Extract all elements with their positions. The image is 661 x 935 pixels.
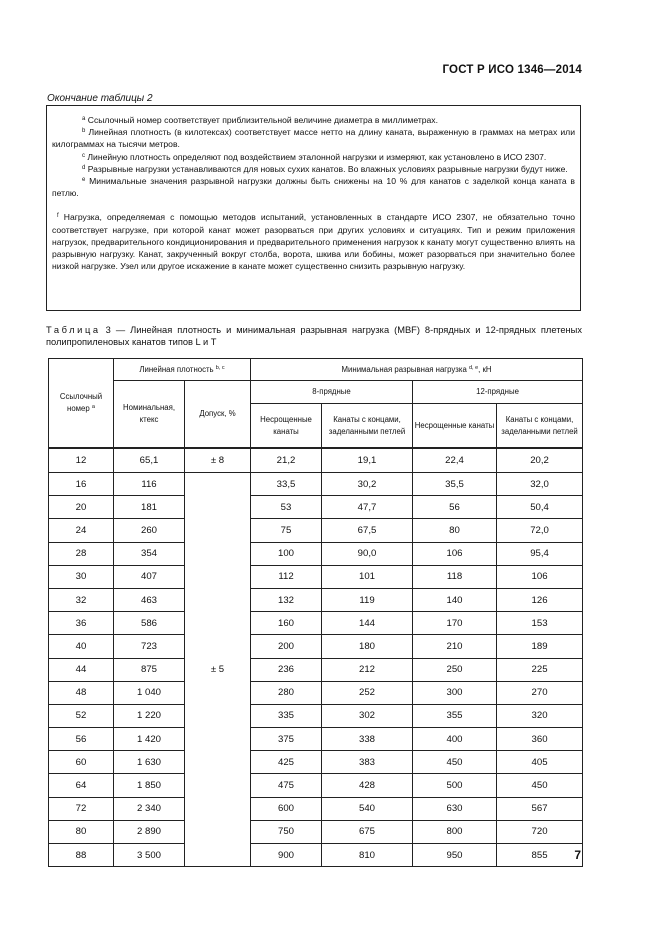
cell-nominal-density: 723 [114,635,185,658]
cell-ref-number: 44 [49,658,114,681]
cell-12-unspliced: 800 [413,820,497,843]
cell-nominal-density: 1 420 [114,728,185,751]
cell-nominal-density: 181 [114,496,185,519]
cell-ref-number: 60 [49,751,114,774]
cell-12-unspliced: 950 [413,844,497,867]
table-row [49,473,583,496]
cell-12-unspliced: 250 [413,658,497,681]
cell-8-unspliced: 425 [251,751,322,774]
table-row [49,519,583,542]
cell-nominal-density: 875 [114,658,185,681]
cell-ref-number: 88 [49,844,114,867]
cell-12-spliced: 855 [497,844,583,867]
header-nominal: Номинальная, ктекс [114,381,185,449]
cell-8-spliced: 119 [322,588,413,611]
cell-8-spliced: 810 [322,844,413,867]
cell-8-unspliced: 112 [251,565,322,588]
table-row [49,681,583,704]
footnote-a: $^a$ Ссылочный номер соответствует приблизительной величине диаметра в миллиметрах. [82,115,438,125]
header-ref-number: Ссылочный номер $^a$ [49,359,114,449]
cell-nominal-density: 260 [114,519,185,542]
cell-ref-number: 32 [49,588,114,611]
cell-nominal-density: 1 630 [114,751,185,774]
header-12-unspliced: Несрощенные канаты [413,404,497,449]
cell-8-spliced: 428 [322,774,413,797]
footnote-c: $^c$ Линейную плотность определяют под воздействием эталонной нагрузки и измеряют, как установлено в ИСО 2307. [82,151,547,162]
cell-12-unspliced: 300 [413,681,497,704]
cell-nominal-density: 2 340 [114,797,185,820]
cell-nominal-density: 463 [114,588,185,611]
cell-12-spliced: 720 [497,820,583,843]
cell-12-unspliced: 210 [413,635,497,658]
cell-12-spliced: 189 [497,635,583,658]
cell-8-unspliced: 75 [251,519,322,542]
cell-12-spliced: 270 [497,681,583,704]
cell-8-spliced: 302 [322,704,413,727]
cell-8-unspliced: 160 [251,612,322,635]
footnote-e: $^e$ Минимальные значения разрывной нагрузки должны быть снижены на 10 % для канатов с заделкой конца каната в петлю. [52,176,576,199]
cell-ref-number: 80 [49,820,114,843]
header-12-spliced: Канаты с концами, заделанными петлей [497,404,583,449]
cell-ref-number: 28 [49,542,114,565]
cell-tolerance: ± 5 [185,473,251,867]
header-min-breaking-force: Минимальная разрывная нагрузка $^{d, e}$, кН [251,359,583,381]
cell-ref-number: 72 [49,797,114,820]
cell-12-unspliced: 450 [413,751,497,774]
table-row [49,612,583,635]
cell-12-unspliced: 22,4 [413,448,497,473]
cell-12-spliced: 106 [497,565,583,588]
cell-12-unspliced: 630 [413,797,497,820]
cell-nominal-density: 407 [114,565,185,588]
cell-8-spliced: 338 [322,728,413,751]
table-row [49,565,583,588]
table-row [49,588,583,611]
cell-12-spliced: 20,2 [497,448,583,473]
cell-ref-number: 12 [49,448,114,473]
cell-12-spliced: 72,0 [497,519,583,542]
continuation-caption: Окончание таблицы 2 [47,93,153,104]
cell-12-unspliced: 355 [413,704,497,727]
cell-ref-number: 24 [49,519,114,542]
table-row [49,658,583,681]
cell-ref-number: 20 [49,496,114,519]
cell-nominal-density: 2 890 [114,820,185,843]
document-header: ГОСТ Р ИСО 1346—2014 [442,64,582,76]
cell-8-spliced: 19,1 [322,448,413,473]
table-row [49,820,583,843]
cell-8-spliced: 30,2 [322,473,413,496]
footnote-b: $^b$ Линейная плотность (в килотексах) соответствует массе нетто на длину каната, выраженную в граммах на метрах или килограммах на тысячи метров. [52,127,575,150]
cell-8-spliced: 90,0 [322,542,413,565]
cell-8-unspliced: 600 [251,797,322,820]
cell-ref-number: 48 [49,681,114,704]
header-8-strand: 8-прядные [251,381,413,404]
cell-nominal-density: 65,1 [114,448,185,473]
table-caption: Таблица 3 — Линейная плотность и минимальная разрывная нагрузка (MBF) 8-прядных и 12-прядных плетеных полипропиленовых канатов типов L и T [46,325,582,347]
table-row [49,704,583,727]
footnote-d: $^d$ Разрывные нагрузки устанавливаются для новых сухих канатов. Во влажных условиях разрывные нагрузки будут ниже. [82,163,568,174]
cell-12-unspliced: 56 [413,496,497,519]
cell-tolerance: ± 8 [185,448,251,473]
cell-ref-number: 52 [49,704,114,727]
rope-properties-table [48,358,583,867]
footnote-f: $^f$ Нагрузка, определяемая с помощью методов испытаний, установленных в стандарте ИСО 2307, не обязательно точно соответствует нагрузке, при которой канат может разорваться при других условиях и ситуациях. Тип и режим приложения нагрузок, предварительного кондиционирования и предварительного применения нагрузок к канату могут существенно влиять на разрывную нагрузку. Канат, закрученный вокруг столба, ворота, шкива или бобины, может разорваться при значительно более низкой нагрузке. Узел или другое искажение в канате может существенно снизить разрывную нагрузку. [52,212,575,272]
table-row [49,635,583,658]
cell-8-unspliced: 33,5 [251,473,322,496]
cell-12-unspliced: 400 [413,728,497,751]
table-row [49,448,583,473]
cell-8-unspliced: 21,2 [251,448,322,473]
cell-8-spliced: 212 [322,658,413,681]
cell-12-unspliced: 170 [413,612,497,635]
cell-ref-number: 64 [49,774,114,797]
cell-8-spliced: 47,7 [322,496,413,519]
cell-12-spliced: 450 [497,774,583,797]
cell-nominal-density: 586 [114,612,185,635]
cell-8-unspliced: 750 [251,820,322,843]
cell-8-spliced: 67,5 [322,519,413,542]
cell-8-unspliced: 900 [251,844,322,867]
table-row [49,496,583,519]
cell-12-spliced: 225 [497,658,583,681]
table-footnotes [46,105,581,311]
cell-8-unspliced: 53 [251,496,322,519]
cell-12-spliced: 32,0 [497,473,583,496]
cell-12-unspliced: 106 [413,542,497,565]
cell-12-spliced: 405 [497,751,583,774]
cell-12-spliced: 360 [497,728,583,751]
cell-8-unspliced: 475 [251,774,322,797]
cell-12-unspliced: 80 [413,519,497,542]
cell-8-spliced: 180 [322,635,413,658]
cell-nominal-density: 1 040 [114,681,185,704]
cell-8-unspliced: 200 [251,635,322,658]
header-8-unspliced: Несрощенные канаты [251,404,322,449]
cell-12-spliced: 567 [497,797,583,820]
cell-8-spliced: 144 [322,612,413,635]
cell-8-spliced: 383 [322,751,413,774]
cell-ref-number: 56 [49,728,114,751]
cell-ref-number: 16 [49,473,114,496]
cell-12-unspliced: 35,5 [413,473,497,496]
cell-8-unspliced: 100 [251,542,322,565]
cell-12-spliced: 126 [497,588,583,611]
cell-12-spliced: 95,4 [497,542,583,565]
header-12-strand: 12-прядные [413,381,583,404]
cell-8-unspliced: 280 [251,681,322,704]
cell-nominal-density: 116 [114,473,185,496]
cell-8-spliced: 252 [322,681,413,704]
cell-8-unspliced: 132 [251,588,322,611]
header-8-spliced: Канаты с концами, заделанными петлей [322,404,413,449]
table-row [49,542,583,565]
cell-12-spliced: 50,4 [497,496,583,519]
table-row [49,774,583,797]
cell-8-spliced: 101 [322,565,413,588]
cell-ref-number: 36 [49,612,114,635]
header-linear-density: Линейная плотность $^{b, c}$ [114,359,251,381]
table-row [49,728,583,751]
cell-8-unspliced: 236 [251,658,322,681]
cell-ref-number: 30 [49,565,114,588]
cell-nominal-density: 3 500 [114,844,185,867]
cell-12-unspliced: 500 [413,774,497,797]
cell-nominal-density: 1 220 [114,704,185,727]
cell-12-unspliced: 140 [413,588,497,611]
cell-8-unspliced: 375 [251,728,322,751]
cell-12-unspliced: 118 [413,565,497,588]
header-tolerance: Допуск, % [185,381,251,449]
table-row [49,844,583,867]
cell-12-spliced: 320 [497,704,583,727]
cell-nominal-density: 1 850 [114,774,185,797]
cell-ref-number: 40 [49,635,114,658]
cell-8-unspliced: 335 [251,704,322,727]
cell-8-spliced: 540 [322,797,413,820]
table-row [49,751,583,774]
table-row [49,797,583,820]
cell-8-spliced: 675 [322,820,413,843]
page-number: 7 [574,848,581,862]
cell-nominal-density: 354 [114,542,185,565]
cell-12-spliced: 153 [497,612,583,635]
